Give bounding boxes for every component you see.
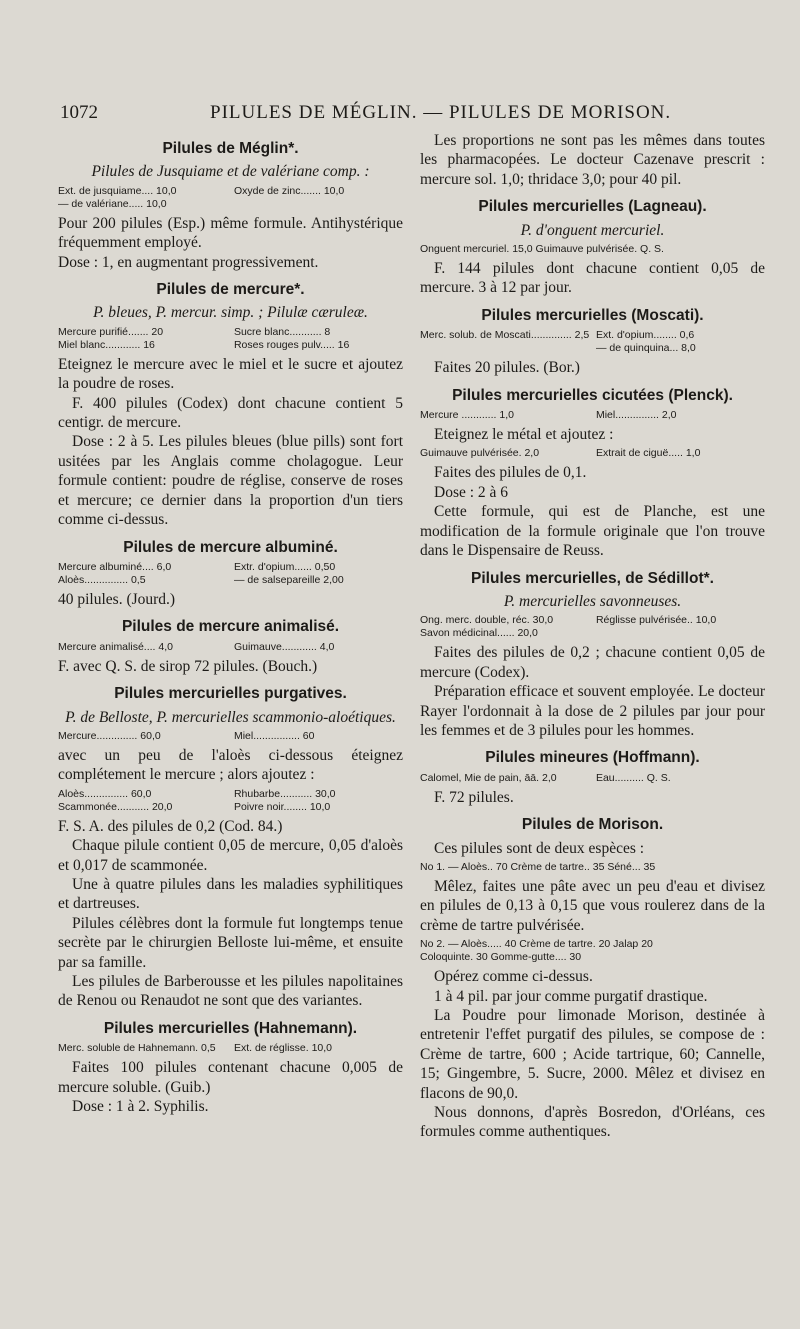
recipe-row <box>420 614 765 627</box>
recipe-list <box>420 329 765 355</box>
recipe-row <box>58 339 403 352</box>
ingredient: Mercure ............ 1,0 <box>420 409 514 422</box>
ingredient: Roses rouges pulv..... 16 <box>233 338 350 351</box>
recipe-row <box>420 447 765 460</box>
ingredient: Extrait de ciguë..... 1,0 <box>595 447 701 460</box>
paragraph: Les pilules de Barberousse et les pilules napolitaines de Renou ou Renaudot ne sont que des variantes. <box>58 973 403 1010</box>
ingredient: — de valériane..... 10,0 <box>58 197 167 210</box>
ingredient: Extr. d'opium...... 0,50 <box>233 560 336 573</box>
paragraph: Une à quatre pilules dans les maladies syphilitiques et dartreuses. <box>58 875 403 913</box>
recipe-list <box>420 447 765 460</box>
ingredient: Oxyde de zinc....... 10,0 <box>233 184 345 197</box>
paragraph: F. 144 pilules dont chacune contient 0,05 de mercure. 3 à 12 par jour. <box>420 260 765 297</box>
ingredient: Guimauve............ 4,0 <box>233 640 335 653</box>
section-heading: Pilules de mercure*. <box>156 281 305 299</box>
paragraph: Faites 100 pilules contenant chacune 0,005 de mercure soluble. (Guib.) <box>58 1059 403 1096</box>
recipe-list <box>58 641 403 654</box>
page-number: 1072 <box>60 102 98 123</box>
recipe-list <box>58 326 403 352</box>
ingredient: No 1. — Aloès.. 70 Crème de tartre.. 35 Séné... 35 <box>420 860 656 873</box>
recipe-row <box>420 342 765 355</box>
ingredient: Eau.......... Q. S. <box>595 771 671 784</box>
ingredient: — de quinquina... 8,0 <box>595 342 696 355</box>
ingredient: — de salsepareille 2,00 <box>233 573 344 586</box>
paragraph: Les proportions ne sont pas les mêmes dans toutes les pharmacopées. Le docteur Cazenave prescrit : mercure sol. 1,0; thridace 3,0; pour 40 pil. <box>420 132 765 188</box>
paragraph: Nous donnons, d'après Bosredon, d'Orléans, ces formules comme authentiques. <box>420 1104 765 1141</box>
ingredient: Scammonée........... 20,0 <box>58 800 173 813</box>
ingredient: Ong. merc. double, réc. 30,0 <box>420 614 554 627</box>
paragraph: Dose : 1, en augmentant progressivement. <box>58 253 319 271</box>
paragraph: Eteignez le mercure avec le miel et le sucre et ajoutez la poudre de roses. <box>58 355 403 393</box>
ingredient: Mercure animalisé.... 4,0 <box>58 640 173 653</box>
paragraph: Pour 200 pilules (Esp.) même formule. Antihystérique fréquemment employé. <box>58 214 403 252</box>
section-subtitle: Pilules de Jusquiame et de valériane comp. : <box>91 163 370 181</box>
ingredient: Merc. soluble de Hahnemann. 0,5 <box>58 1042 216 1055</box>
paragraph: La Poudre pour limonade Morison, destinée à entretenir l'effet purgatif des pilules, se compose de : Crème de tartre, 600 ; Acide tartrique, 60; Cannelle, 15; Gingembre, 5. Sucre, 2000. Mêlez et divisez en flacons de 90,0. <box>420 1007 765 1102</box>
ingredient: Sucre blanc........... 8 <box>233 325 331 338</box>
paragraph: 40 pilules. (Jourd.) <box>58 590 176 608</box>
recipe-row <box>58 1042 403 1055</box>
section-heading: Pilules mercurielles, de Sédillot*. <box>471 569 714 587</box>
recipe-list <box>58 730 403 743</box>
paragraph: Chaque pilule contient 0,05 de mercure, 0,05 d'aloès et 0,017 de scammonée. <box>58 837 403 874</box>
ingredient: Mercure.............. 60,0 <box>58 729 161 742</box>
paragraph: Préparation efficace et souvent employée. Le docteur Rayer l'ordonnait à la dose de 2 pilules par jour pour les femmes et de 3 pilules pour les hommes. <box>420 683 765 739</box>
recipe-row <box>58 185 403 198</box>
ingredient: Miel blanc............ 16 <box>58 338 155 351</box>
ingredient: Poivre noir........ 10,0 <box>233 800 331 813</box>
recipe-row <box>58 561 403 574</box>
ingredient: Ext. de réglisse. 10,0 <box>233 1042 333 1055</box>
section-heading: Pilules mercurielles purgatives. <box>114 685 347 703</box>
section-subtitle: P. d'onguent mercuriel. <box>520 221 665 239</box>
ingredient: Mercure albuminé.... 6,0 <box>58 560 172 573</box>
recipe-list <box>58 788 403 814</box>
paragraph: Dose : 2 à 5. Les pilules bleues (blue pills) sont fort usitées par les Anglais comme cholagogue. Leur formule contient: poudre de réglise, conserve de roses et mercure; ce dernier dans la proportion d'un tiers comme ci-dessus. <box>58 433 403 529</box>
paragraph: Pilules célèbres dont la formule fut longtemps tenue secrète par le chirurgien Belloste lui-même, et ensuite par sa famille. <box>58 914 403 971</box>
recipe-row <box>58 641 403 654</box>
recipe-row <box>420 861 765 874</box>
paragraph: Cette formule, qui est de Planche, est une modification de la formule originale que l'on trouve dans le Dispensaire de Reuss. <box>420 503 765 560</box>
running-title: PILULES DE MÉGLIN. — PILULES DE MORISON. <box>210 102 672 123</box>
paragraph: avec un peu de l'aloès ci-dessous éteignez complétement le mercure ; alors ajoutez : <box>58 746 403 784</box>
ingredient: Coloquinte. 30 Gomme-gutte.... 30 <box>420 951 582 964</box>
section-heading: Pilules de mercure albuminé. <box>123 538 338 556</box>
recipe-list <box>58 185 403 211</box>
recipe-list <box>420 614 765 640</box>
paragraph: Faites 20 pilules. (Bor.) <box>434 359 580 377</box>
paragraph: Faites des pilules de 0,1. <box>434 464 587 482</box>
section-heading: Pilules de Morison. <box>521 816 664 834</box>
paragraph: F. 72 pilules. <box>434 788 514 806</box>
recipe-list <box>58 561 403 587</box>
running-header <box>60 102 750 126</box>
ingredient <box>420 342 589 355</box>
ingredient: Aloès............... 0,5 <box>58 573 146 586</box>
paragraph: Ces pilules sont de deux espèces : <box>434 839 645 857</box>
section-heading: Pilules mercurielles (Lagneau). <box>478 198 707 216</box>
recipe-row <box>58 574 403 587</box>
recipe-list <box>420 243 765 256</box>
ingredient: Rhubarbe........... 30,0 <box>233 787 336 800</box>
paragraph: 1 à 4 pil. par jour comme purgatif drastique. <box>434 987 708 1005</box>
paragraph: Eteignez le métal et ajoutez : <box>434 426 614 444</box>
paragraph: F. 400 pilules (Codex) dont chacune contient 5 centigr. de mercure. <box>58 394 403 432</box>
section-subtitle: P. de Belloste, P. mercurielles scammonio-aloétiques. <box>65 708 396 726</box>
paragraph: Dose : 1 à 2. Syphilis. <box>72 1098 209 1116</box>
recipe-row <box>420 409 765 422</box>
recipe-list <box>58 1042 403 1055</box>
ingredient: Savon médicinal...... 20,0 <box>420 627 538 640</box>
recipe-row <box>58 730 403 743</box>
recipe-list <box>420 938 765 964</box>
recipe-row <box>58 198 403 211</box>
recipe-row <box>58 801 403 814</box>
ingredient: Miel............... 2,0 <box>595 409 677 422</box>
ingredient: No 2. — Aloès..... 40 Crème de tartre. 20 Jalap 20 <box>420 938 653 951</box>
section-heading: Pilules de Méglin*. <box>162 140 299 157</box>
ingredient: Guimauve pulvérisée. 2,0 <box>420 447 540 460</box>
ingredient: Onguent mercuriel. 15,0 Guimauve pulvérisée. Q. S. <box>420 243 664 256</box>
section-heading: Pilules mercurielles (Moscati). <box>481 306 704 324</box>
paragraph: Opérez comme ci-dessus. <box>434 968 593 986</box>
recipe-row <box>420 329 765 342</box>
left-column <box>58 131 403 1116</box>
paragraph: Faites des pilules de 0,2 ; chacune contient 0,05 de mercure (Codex). <box>420 644 765 681</box>
section-heading: Pilules de mercure animalisé. <box>121 618 340 636</box>
recipe-list <box>420 861 765 874</box>
section-subtitle: P. bleues, P. mercur. simp. ; Pilulæ cæruleæ. <box>93 304 368 322</box>
ingredient: Miel................ 60 <box>233 729 315 742</box>
ingredient: Aloès............... 60,0 <box>58 787 152 800</box>
ingredient: Ext. de jusquiame.... 10,0 <box>58 184 177 197</box>
paragraph: F. avec Q. S. de sirop 72 pilules. (Bouch.) <box>58 657 318 675</box>
recipe-row <box>58 788 403 801</box>
ingredient: Mercure purifié....... 20 <box>58 325 164 338</box>
section-heading: Pilules mercurielles cicutées (Plenck). <box>452 386 733 404</box>
recipe-row <box>420 951 765 964</box>
section-subtitle: P. mercurielles savonneuses. <box>503 592 682 610</box>
paragraph: Mêlez, faites une pâte avec un peu d'eau et divisez en pilules de 0,13 à 0,15 que vous roulerez dans de la crème de tartre pulvérisée. <box>420 877 765 934</box>
ingredient: Réglisse pulvérisée.. 10,0 <box>595 614 717 627</box>
section-heading: Pilules mineures (Hoffmann). <box>485 749 700 767</box>
right-column <box>420 131 765 1142</box>
recipe-row <box>420 627 765 640</box>
recipe-row <box>420 243 765 256</box>
section-heading: Pilules mercurielles (Hahnemann). <box>103 1019 358 1037</box>
paragraph: Dose : 2 à 6 <box>434 483 509 501</box>
ingredient: Ext. d'opium........ 0,6 <box>595 329 695 342</box>
ingredient: Calomel, Mie de pain, āā. 2,0 <box>420 771 557 784</box>
recipe-list <box>420 772 765 785</box>
recipe-list <box>420 409 765 422</box>
ingredient: Merc. solub. de Moscati.............. 2,5 <box>420 329 590 342</box>
recipe-row <box>58 326 403 339</box>
recipe-row <box>420 772 765 785</box>
recipe-row <box>420 938 765 951</box>
paragraph: F. S. A. des pilules de 0,2 (Cod. 84.) <box>58 817 283 835</box>
